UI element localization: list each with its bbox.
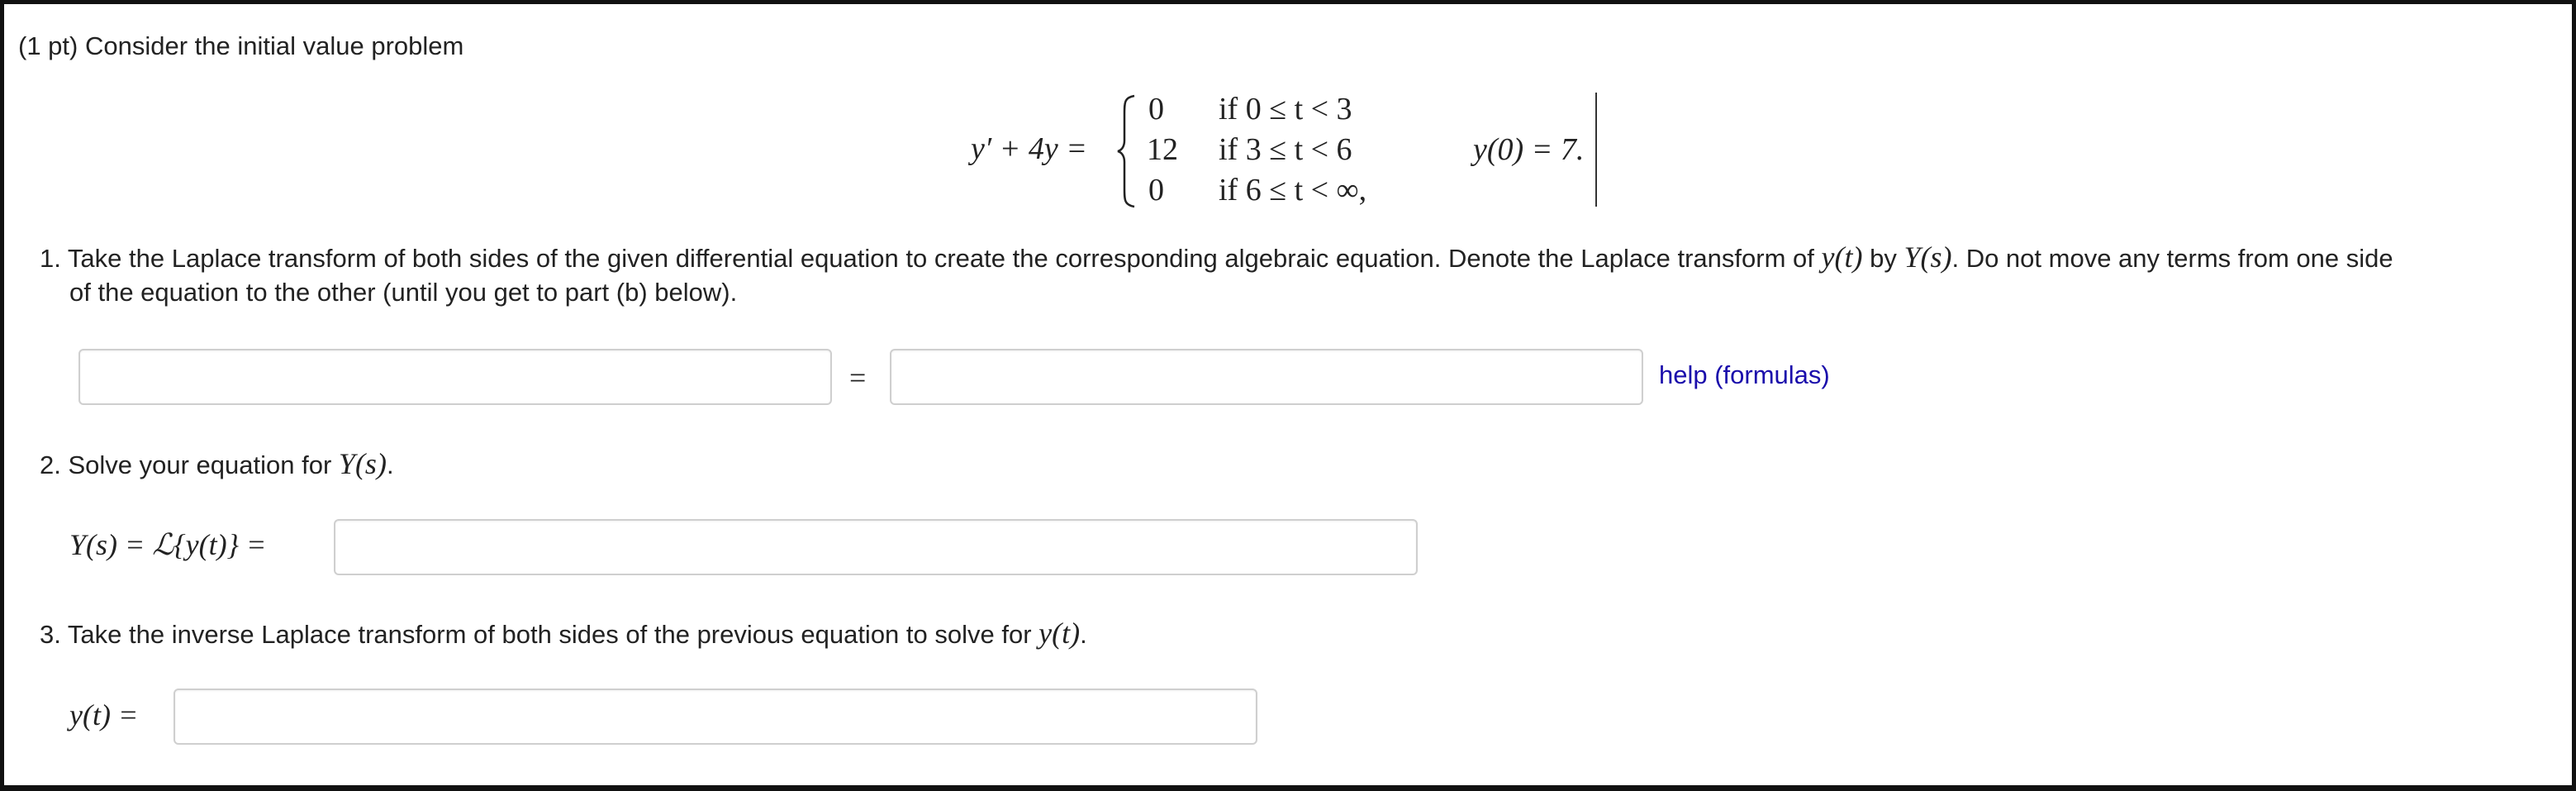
case-condition-1: if 0 ≤ t < 3 bbox=[1219, 92, 1352, 126]
part-1-text bbox=[40, 240, 2393, 274]
part-3-text bbox=[40, 616, 1087, 650]
help-formulas-link[interactable]: help (formulas) bbox=[1659, 360, 1830, 389]
part-3-math-y: y(t) bbox=[1038, 617, 1081, 650]
y-of-t-input[interactable] bbox=[173, 689, 1257, 745]
Y-of-s-input[interactable] bbox=[334, 519, 1418, 575]
case-value-1: 0 bbox=[1148, 92, 1164, 126]
part-1-text-a: Take the Laplace transform of both sides of the given differential equation to create the corresponding algebraic equation. Denote the Laplace transform of bbox=[67, 244, 1814, 273]
part-1-math-Y: Y(s) bbox=[1903, 241, 1952, 274]
part-1-equals: = bbox=[849, 361, 867, 394]
part-3-text-body: Take the inverse Laplace transform of both sides of the previous equation to solve for bbox=[67, 620, 1032, 649]
case-condition-3: if 6 ≤ t < ∞, bbox=[1219, 173, 1367, 207]
part-1-number: 1. bbox=[40, 244, 61, 273]
initial-condition: y(0) = 7. bbox=[1473, 132, 1585, 167]
left-brace-icon bbox=[1116, 94, 1136, 208]
equation-edge-line bbox=[1595, 93, 1597, 207]
part-2-text bbox=[40, 446, 394, 481]
problem-intro: (1 pt) Consider the initial value problem bbox=[18, 31, 464, 60]
part-2-number: 2. bbox=[40, 450, 61, 479]
part-3-label: y(t) = bbox=[69, 698, 139, 731]
part-3-number: 3. bbox=[40, 620, 61, 649]
equation-lhs: y′ + 4y = bbox=[971, 131, 1087, 166]
part-2-label: Y(s) = ℒ{y(t)} = bbox=[69, 528, 267, 561]
part-2-math-Y: Y(s) bbox=[338, 447, 387, 480]
part-2-period: . bbox=[386, 450, 394, 479]
part-3-period: . bbox=[1080, 620, 1087, 649]
part-1-text-b: by bbox=[1870, 244, 1897, 273]
case-value-3: 0 bbox=[1148, 173, 1164, 207]
part-2-text-body: Solve your equation for bbox=[68, 450, 332, 479]
laplace-lhs-input[interactable] bbox=[78, 349, 832, 405]
part-1-math-y: y(t) bbox=[1821, 241, 1863, 274]
case-condition-2: if 3 ≤ t < 6 bbox=[1219, 132, 1352, 167]
part-1-text-c: . Do not move any terms from one side bbox=[1951, 244, 2393, 273]
part-1-text-line2: of the equation to the other (until you get to part (b) below). bbox=[69, 278, 738, 307]
case-value-2: 12 bbox=[1147, 132, 1178, 167]
laplace-rhs-input[interactable] bbox=[890, 349, 1643, 405]
